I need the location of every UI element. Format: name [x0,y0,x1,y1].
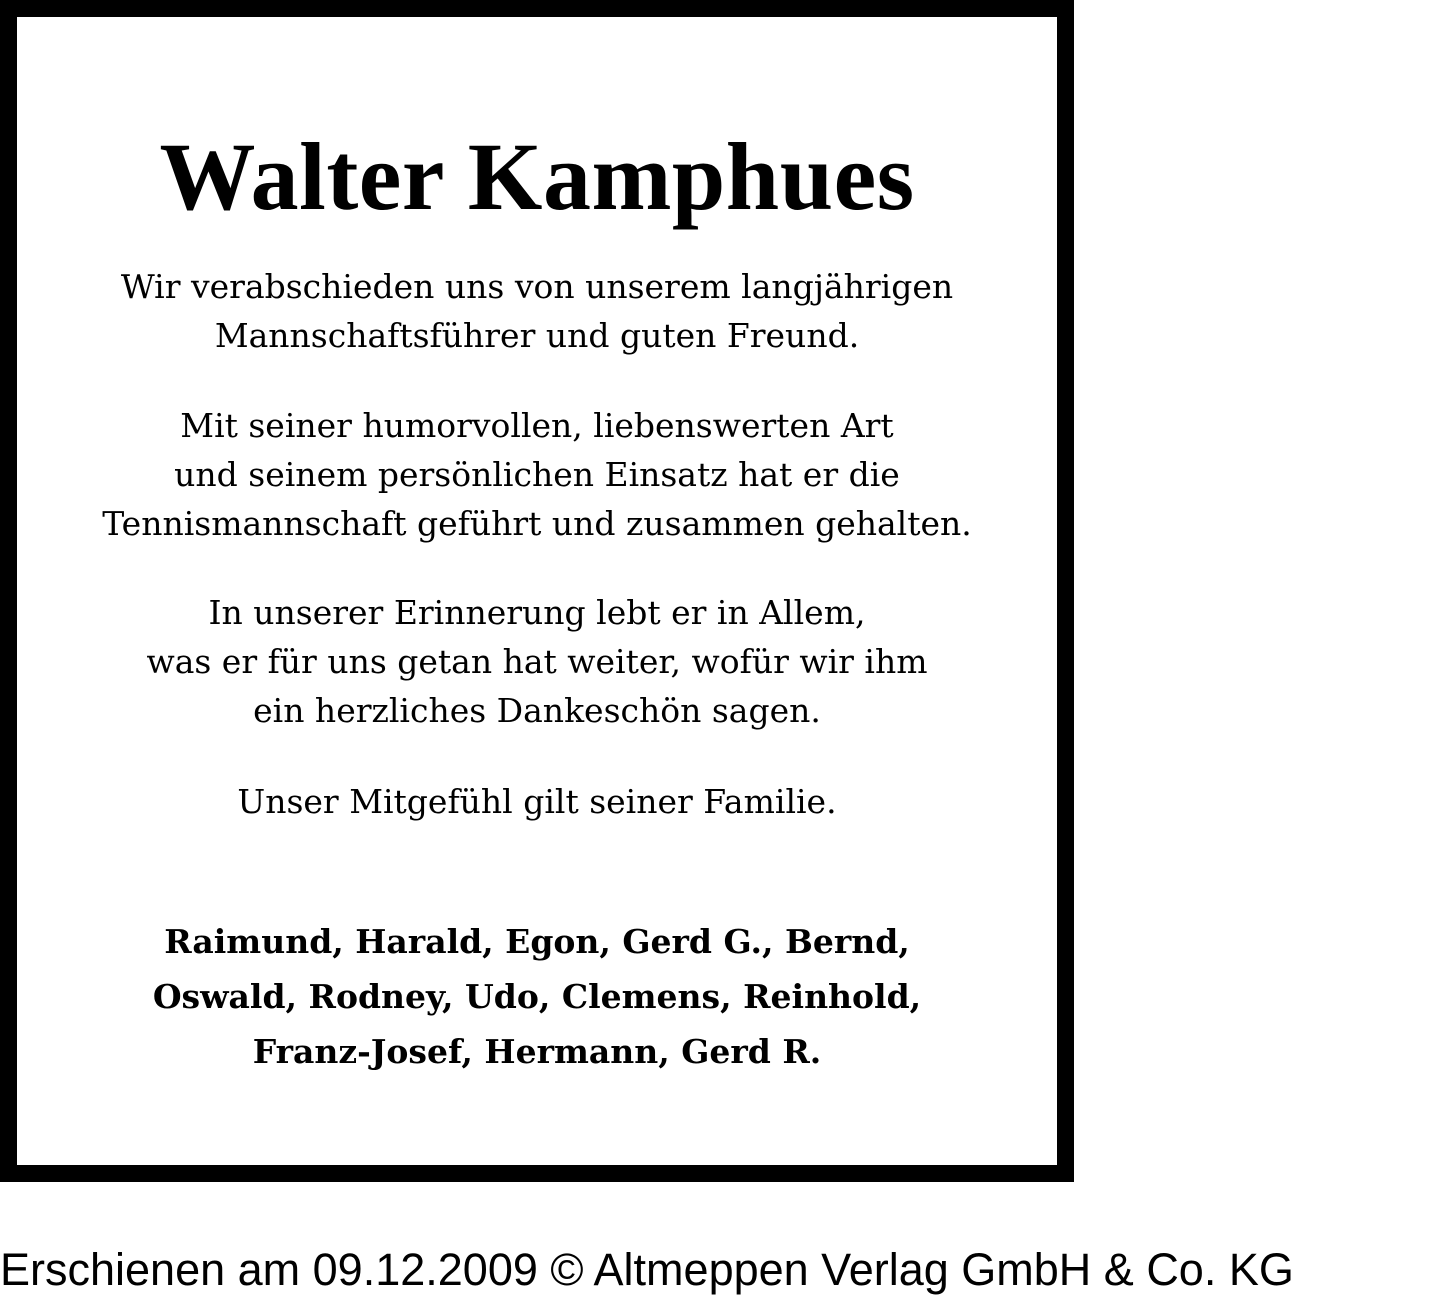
text-line: ein herzliches Dankeschön sagen. [253,691,821,730]
text-line: und seinem persönlichen Einsatz hat er die [174,455,900,494]
publication-credit: Erschienen am 09.12.2009 © Altmeppen Verlag GmbH & Co. KG [0,1244,1294,1295]
signers-list [17,914,1057,1079]
condolence-paragraph [17,777,1057,826]
text-line: Mit seiner humorvollen, liebenswerten Art [180,406,894,445]
tribute-paragraph [17,401,1057,548]
text-line: Unser Mitgefühl gilt seiner Familie. [237,782,837,821]
text-line: Tennismannschaft geführt und zusammen gehalten. [102,504,972,543]
signers-line: Oswald, Rodney, Udo, Clemens, Reinhold, [152,977,922,1016]
text-line: In unserer Erinnerung lebt er in Allem, [208,593,866,632]
signers-line: Franz-Josef, Hermann, Gerd R. [252,1032,822,1071]
farewell-paragraph [17,262,1057,360]
deceased-name-heading: Walter Kamphues [159,123,915,230]
text-line: Mannschaftsführer und guten Freund. [214,316,860,355]
text-line: Wir verabschieden uns von unserem langjährigen [120,267,954,306]
remembrance-paragraph [17,588,1057,735]
text-line: was er für uns getan hat weiter, wofür wir ihm [146,642,928,681]
signers-line: Raimund, Harald, Egon, Gerd G., Bernd, [164,922,910,961]
